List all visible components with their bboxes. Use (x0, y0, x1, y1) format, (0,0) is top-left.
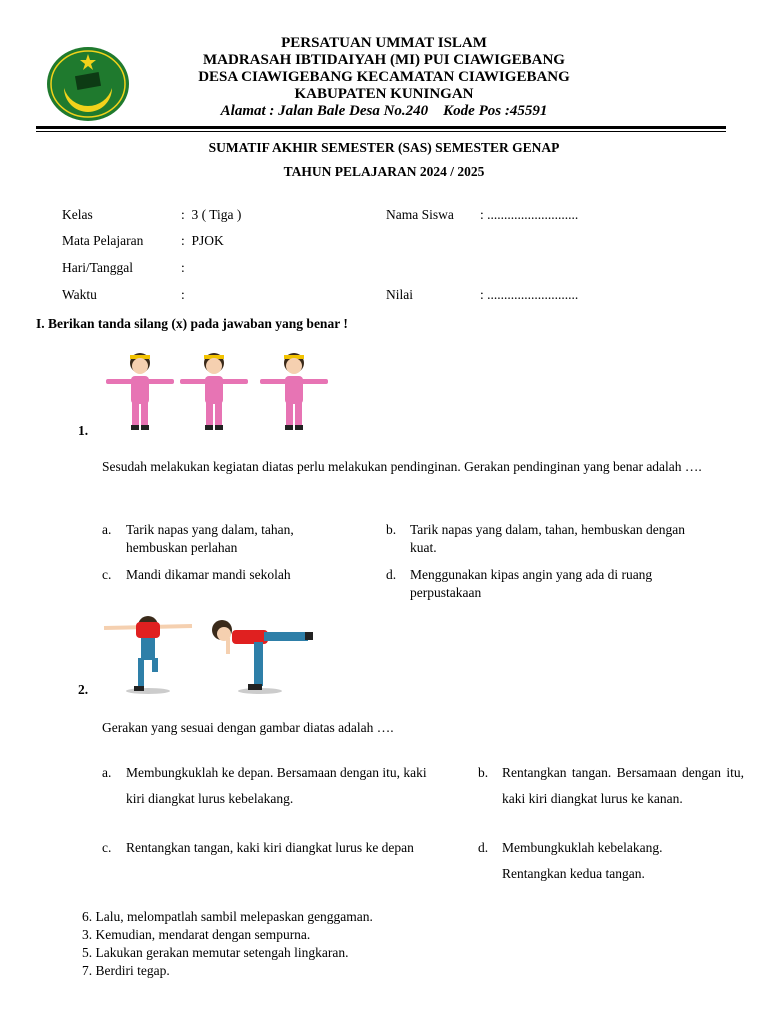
option-letter: c. (102, 840, 112, 855)
option-text: Tarik napas yang dalam, tahan, hembuskan perlahan (126, 522, 294, 555)
steps-list (82, 908, 373, 980)
option-text: Membungkuklah kebelakang. Rentangkan kedua tangan. (502, 840, 663, 881)
mapel-value: : PJOK (181, 233, 224, 248)
question-2-text: Gerakan yang sesuai dengan gambar diatas adalah …. (102, 720, 394, 735)
section-instruction: I. Berikan tanda silang (x) pada jawaban yang benar ! (36, 316, 348, 331)
option-letter: a. (102, 765, 112, 780)
option-text: Tarik napas yang dalam, tahan, hembuskan dengan kuat. (410, 522, 685, 555)
option-text: Membungkuklah ke depan. Bersamaan dengan itu, kaki kiri diangkat lurus kebelakang. (126, 765, 427, 806)
nilai-label: Nilai (386, 287, 413, 302)
header-school: MADRASAH IBTIDAIYAH (MI) PUI CIAWIGEBANG (203, 52, 565, 68)
list-item: 7. Berdiri tegap. (82, 963, 170, 978)
waktu-value: : (181, 287, 185, 302)
option-text: Menggunakan kipas angin yang ada di ruang perpustakaan (410, 567, 653, 600)
list-item: 5. Lakukan gerakan memutar setengah lingkaran. (82, 945, 349, 960)
hari-label: Hari/Tanggal (62, 260, 134, 275)
header-address: Alamat : Jalan Bale Desa No.240 Kode Pos :45591 (220, 103, 548, 119)
option-letter: d. (478, 840, 489, 855)
option-letter: a. (102, 522, 112, 537)
balance-pose-illustration (100, 608, 316, 696)
question-1-number: 1. (78, 423, 89, 438)
header-village: DESA CIAWIGEBANG KECAMATAN CIAWIGEBANG (198, 69, 570, 85)
question-2-number: 2. (78, 682, 89, 697)
option-letter: b. (386, 522, 397, 537)
option-text: Rentangkan tangan, kaki kiri diangkat lurus ke depan (126, 840, 414, 855)
list-item: 6. Lalu, melompatlah sambil melepaskan genggaman. (82, 909, 373, 924)
girls-stretching-illustration (100, 350, 338, 434)
header-divider-thick (36, 126, 726, 129)
mapel-label: Mata Pelajaran (62, 233, 144, 248)
header-regency: KABUPATEN KUNINGAN (294, 86, 474, 102)
exam-title: SUMATIF AKHIR SEMESTER (SAS) SEMESTER GENAP (208, 140, 560, 155)
option-text: Mandi dikamar mandi sekolah (126, 567, 291, 582)
header-org: PERSATUAN UMMAT ISLAM (281, 35, 487, 51)
waktu-label: Waktu (62, 287, 97, 302)
list-item: 3. Kemudian, mendarat dengan sempurna. (82, 927, 311, 942)
hari-value: : (181, 260, 185, 275)
nama-field[interactable]: : ........................... (480, 207, 579, 222)
option-letter: c. (102, 567, 112, 582)
kelas-value: : 3 ( Tiga ) (181, 207, 242, 222)
option-letter: b. (478, 765, 489, 780)
option-letter: d. (386, 567, 397, 582)
option-text: Rentangkan tangan. Bersamaan dengan itu, kaki kiri diangkat lurus ke kanan. (502, 765, 744, 806)
nilai-field[interactable]: : ........................... (480, 287, 579, 302)
exam-year: TAHUN PELAJARAN 2024 / 2025 (283, 164, 485, 179)
nama-label: Nama Siswa (386, 207, 454, 222)
question-1-text: Sesudah melakukan kegiatan diatas perlu melakukan pendinginan. Gerakan pendinginan yang benar adalah …. (102, 459, 702, 474)
header-divider-thin (36, 131, 726, 132)
kelas-label: Kelas (62, 207, 93, 222)
